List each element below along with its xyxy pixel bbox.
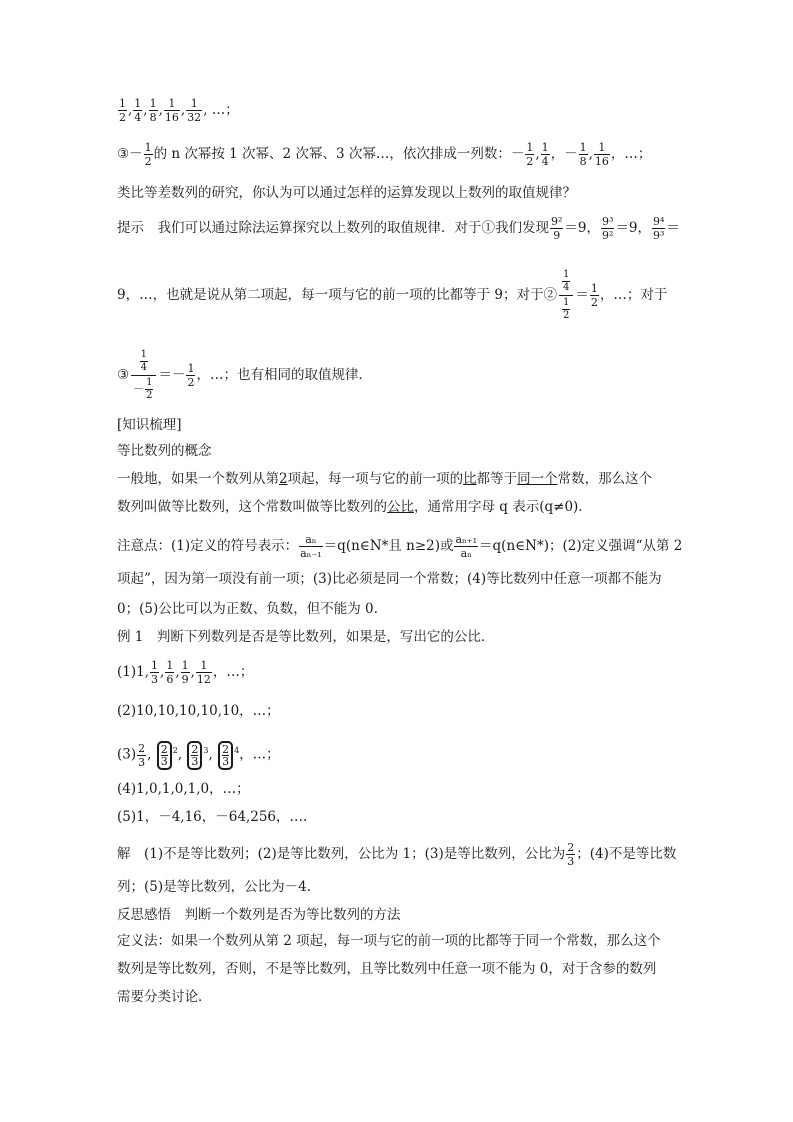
section-tag: [知识梳理] bbox=[117, 417, 182, 433]
sequence-line-3: ③－ $\frac{1}{2}$ 的 n 次幂按 1 次幂、2 次幂、3 次幂…，依次排成一列数：－ $\frac{1}{2}$ , $\frac{1}{4}$ ，－ $\frac{1}{8}$ , $\frac{1}{16}$ ，…； bbox=[117, 141, 652, 168]
fraction: $\frac{1}{32}$ bbox=[187, 97, 202, 124]
fraction: $\frac{\text{aₙ}}{\text{aₙ₋₁}}$ bbox=[300, 533, 322, 560]
text: ＝－ bbox=[158, 367, 186, 383]
concept-line-2: 数列叫做等比数列，这个常数叫做等比数列的公比，通常用字母 q 表示(q≠0)． bbox=[117, 499, 592, 515]
example-item-5: (5)1，－4,16，－64,256，…. bbox=[117, 809, 308, 825]
reflection-line-1: 定义法：如果一个数列从第 2 项起，每一项与它的前一项的比都等于同一个常数，那么这个 bbox=[117, 933, 661, 949]
question-line: 类比等差数列的研究，你认为可以通过怎样的运算发现以上数列的取值规律？ bbox=[117, 185, 576, 201]
text: , …； bbox=[203, 102, 239, 118]
text: ，…；也有相同的取值规律． bbox=[196, 367, 372, 383]
power-expression: $\frac{2}{3}$ bbox=[187, 741, 202, 770]
notes-line-1: 注意点：(1)定义的符号表示： $\frac{\text{aₙ}}{\text{aₙ₋₁}}$ ＝q(n∈N*且 n≥2)或 $\frac{\text{aₙ₊₁}}{\text{aₙ}}$ ＝q(n∈N*)；(2)定义强调“从第 2 bbox=[117, 533, 683, 560]
text: ③－ bbox=[117, 146, 143, 162]
fraction: $\frac{1}{8}$ bbox=[149, 97, 157, 124]
example-item-2: (2)10,10,10,10,10，…； bbox=[117, 703, 280, 719]
example-title: 例 1 判断下列数列是否是等比数列，如果是，写出它的公比． bbox=[117, 629, 495, 645]
solution-line-2: 列；(5)是等比数列，公比为－4. bbox=[117, 879, 312, 895]
power-expression: $\frac{2}{3}$ bbox=[218, 741, 233, 770]
compound-fraction: $\frac{\frac{1}{4}}{\frac{1}{2}}$ bbox=[559, 268, 573, 323]
compound-fraction: $\frac{1}{4}$ － $\frac{1}{2}$ bbox=[131, 348, 156, 403]
reflection-title: 反思感悟 判断一个数列是否为等比数列的方法 bbox=[117, 907, 401, 923]
text: 的 n 次幂按 1 次幂、2 次幂、3 次幂…，依次排成一列数：－ bbox=[153, 146, 525, 162]
text: ，…； bbox=[610, 146, 652, 162]
hint-line-2 bbox=[117, 268, 667, 323]
fraction: $\frac{\text{aₙ₊₁}}{\text{aₙ}}$ bbox=[455, 533, 478, 560]
fraction: $\frac{1}{4}$ bbox=[541, 141, 549, 168]
solution-line-1: 解 (1)不是等比数列；(2)是等比数列，公比为 1；(3)是等比数列，公比为 $\frac{2}{3}$ ；(4)不是等比数 bbox=[117, 841, 677, 868]
fraction: $\frac{1}{2}$ bbox=[119, 97, 126, 124]
text: ＝9， bbox=[615, 220, 652, 236]
fraction: $\frac{\text{9²}}{9}$ bbox=[551, 215, 563, 242]
example-item-4: (4)1,0,1,0,1,0，…； bbox=[117, 781, 250, 797]
notes-line-2: 项起”，因为第一项没有前一项；(3)比必须是同一个常数；(4)等比数列中任意一项都不能为 bbox=[117, 571, 662, 587]
hint-line-3 bbox=[117, 348, 372, 403]
fraction: $\frac{\text{9³}}{\text{9²}}$ bbox=[602, 215, 614, 242]
notes-line-3: 0；(5)公比可以为正数、负数，但不能为 0. bbox=[117, 601, 378, 617]
text: ③ bbox=[117, 367, 130, 383]
text: 9，…，也就是说从第二项起，每一项与它的前一项的比都等于 9；对于② bbox=[117, 287, 557, 303]
hint-line-1 bbox=[117, 216, 680, 241]
sequence-line-2: $\frac{1}{2}$ , $\frac{1}{4}$ , $\frac{1}{8}$ , $\frac{1}{16}$ , $\frac{1}{32}$ , …； bbox=[119, 97, 239, 124]
reflection-line-3: 需要分类讨论． bbox=[117, 989, 212, 1005]
text: ＝ bbox=[666, 220, 680, 236]
power-expression: $\frac{2}{3}$ bbox=[157, 741, 172, 770]
concept-title: 等比数列的概念 bbox=[117, 443, 212, 459]
fraction: $\frac{1}{4}$ bbox=[134, 97, 142, 124]
fraction: $\frac{1}{2}$ bbox=[590, 282, 598, 309]
hint-label: 提示 bbox=[117, 220, 144, 236]
fraction: $\frac{1}{2}$ bbox=[144, 141, 152, 168]
reflection-line-2: 数列是等比数列，否则，不是等比数列，且等比数列中任意一项不能为 0，对于含参的数列 bbox=[117, 961, 657, 977]
fraction: $\frac{1}{8}$ bbox=[579, 141, 587, 168]
concept-line-1: 一般地，如果一个数列从第2项起，每一项与它的前一项的比都等于同一个常数，那么这个 bbox=[117, 471, 653, 487]
text: ＝9， bbox=[564, 220, 601, 236]
example-item-3: (3) $\frac{2}{3}$ , $\frac{2}{3}$ $^2$, $\frac{2}{3}$ $^3$, $\frac{2}{3}$ $^4$，…； bbox=[117, 741, 280, 769]
example-item-1: (1)1, $\frac{1}{3}$ , $\frac{1}{6}$ , $\frac{1}{9}$ , $\frac{1}{12}$ ，…； bbox=[117, 659, 254, 686]
text: ，…；对于 bbox=[599, 287, 668, 303]
fraction: $\frac{1}{2}$ bbox=[187, 362, 195, 389]
fraction: $\frac{\text{9⁴}}{\text{9³}}$ bbox=[653, 215, 665, 242]
fraction: $\frac{1}{16}$ bbox=[164, 97, 179, 124]
fraction: $\frac{1}{16}$ bbox=[594, 141, 609, 168]
text: ，－ bbox=[550, 146, 578, 162]
fraction: $\frac{1}{2}$ bbox=[526, 141, 534, 168]
text: 我们可以通过除法运算探究以上数列的取值规律．对于①我们发现 bbox=[157, 220, 549, 236]
text: ＝ bbox=[575, 287, 589, 303]
